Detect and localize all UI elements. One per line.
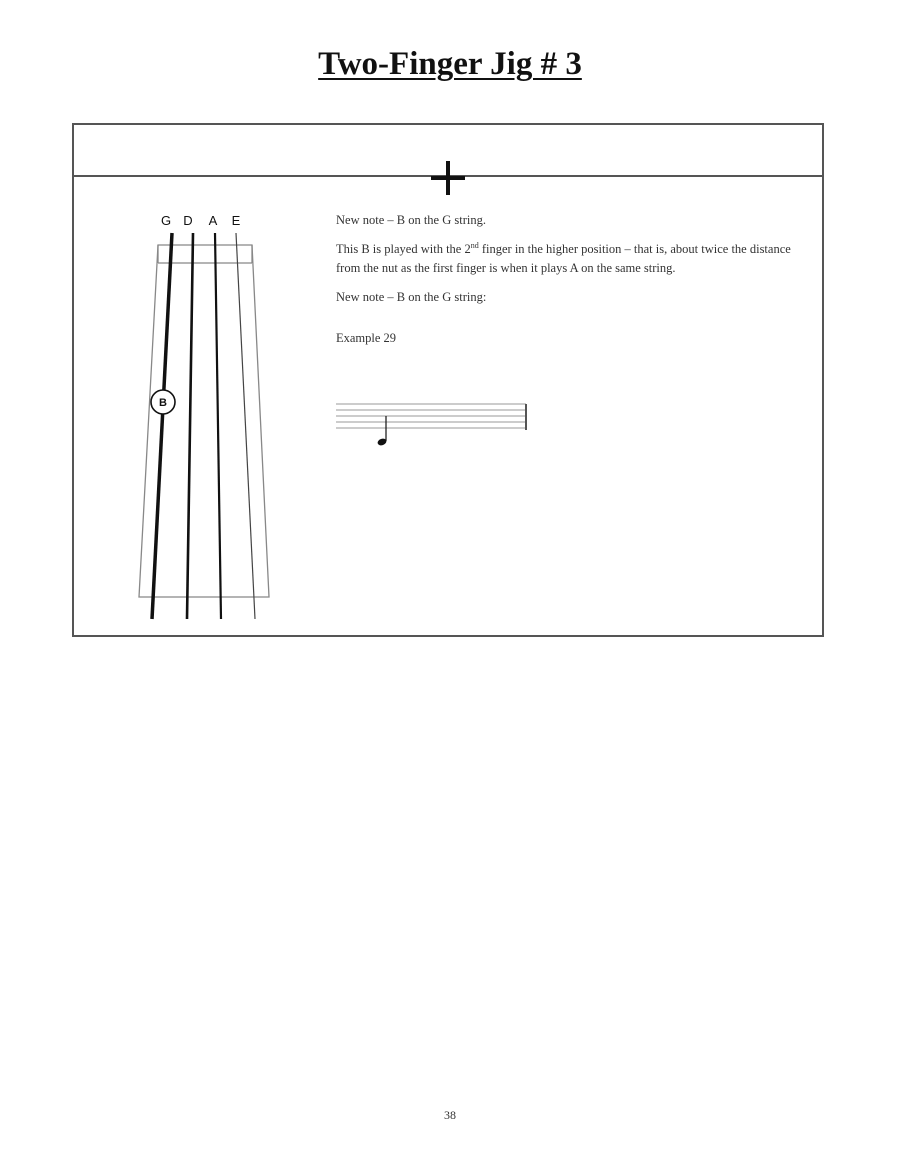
string-label-a: A bbox=[208, 213, 218, 228]
string-a bbox=[215, 233, 221, 619]
string-e bbox=[236, 233, 255, 619]
string-d bbox=[187, 233, 193, 619]
string-label-g: G bbox=[160, 213, 172, 228]
ordinal-suffix: nd bbox=[470, 240, 479, 250]
lesson-text bbox=[336, 211, 791, 358]
string-label-e: E bbox=[231, 213, 241, 228]
paragraph-part-2: finger in the higher position – that is, about twice the distance from the nut as the first finger is when it plays A on the same string. bbox=[336, 242, 791, 275]
string-label-d: D bbox=[183, 213, 193, 228]
finger-position-label: B bbox=[159, 397, 167, 409]
page-title: Two-Finger Jig # 3 bbox=[318, 46, 582, 82]
lesson-box bbox=[72, 123, 824, 637]
music-staff bbox=[336, 401, 531, 449]
example-label: Example 29 bbox=[336, 331, 397, 345]
fingerboard-outline bbox=[139, 245, 269, 597]
text-line-3: New note – B on the G string: bbox=[336, 290, 487, 304]
fingerboard-diagram bbox=[124, 205, 284, 635]
text-line-1: New note – B on the G string. bbox=[336, 213, 486, 227]
plus-icon bbox=[431, 161, 465, 195]
paragraph-part-1: This B is played with the 2 bbox=[336, 242, 471, 256]
page-number: 38 bbox=[444, 1108, 456, 1122]
text-paragraph bbox=[336, 240, 791, 278]
